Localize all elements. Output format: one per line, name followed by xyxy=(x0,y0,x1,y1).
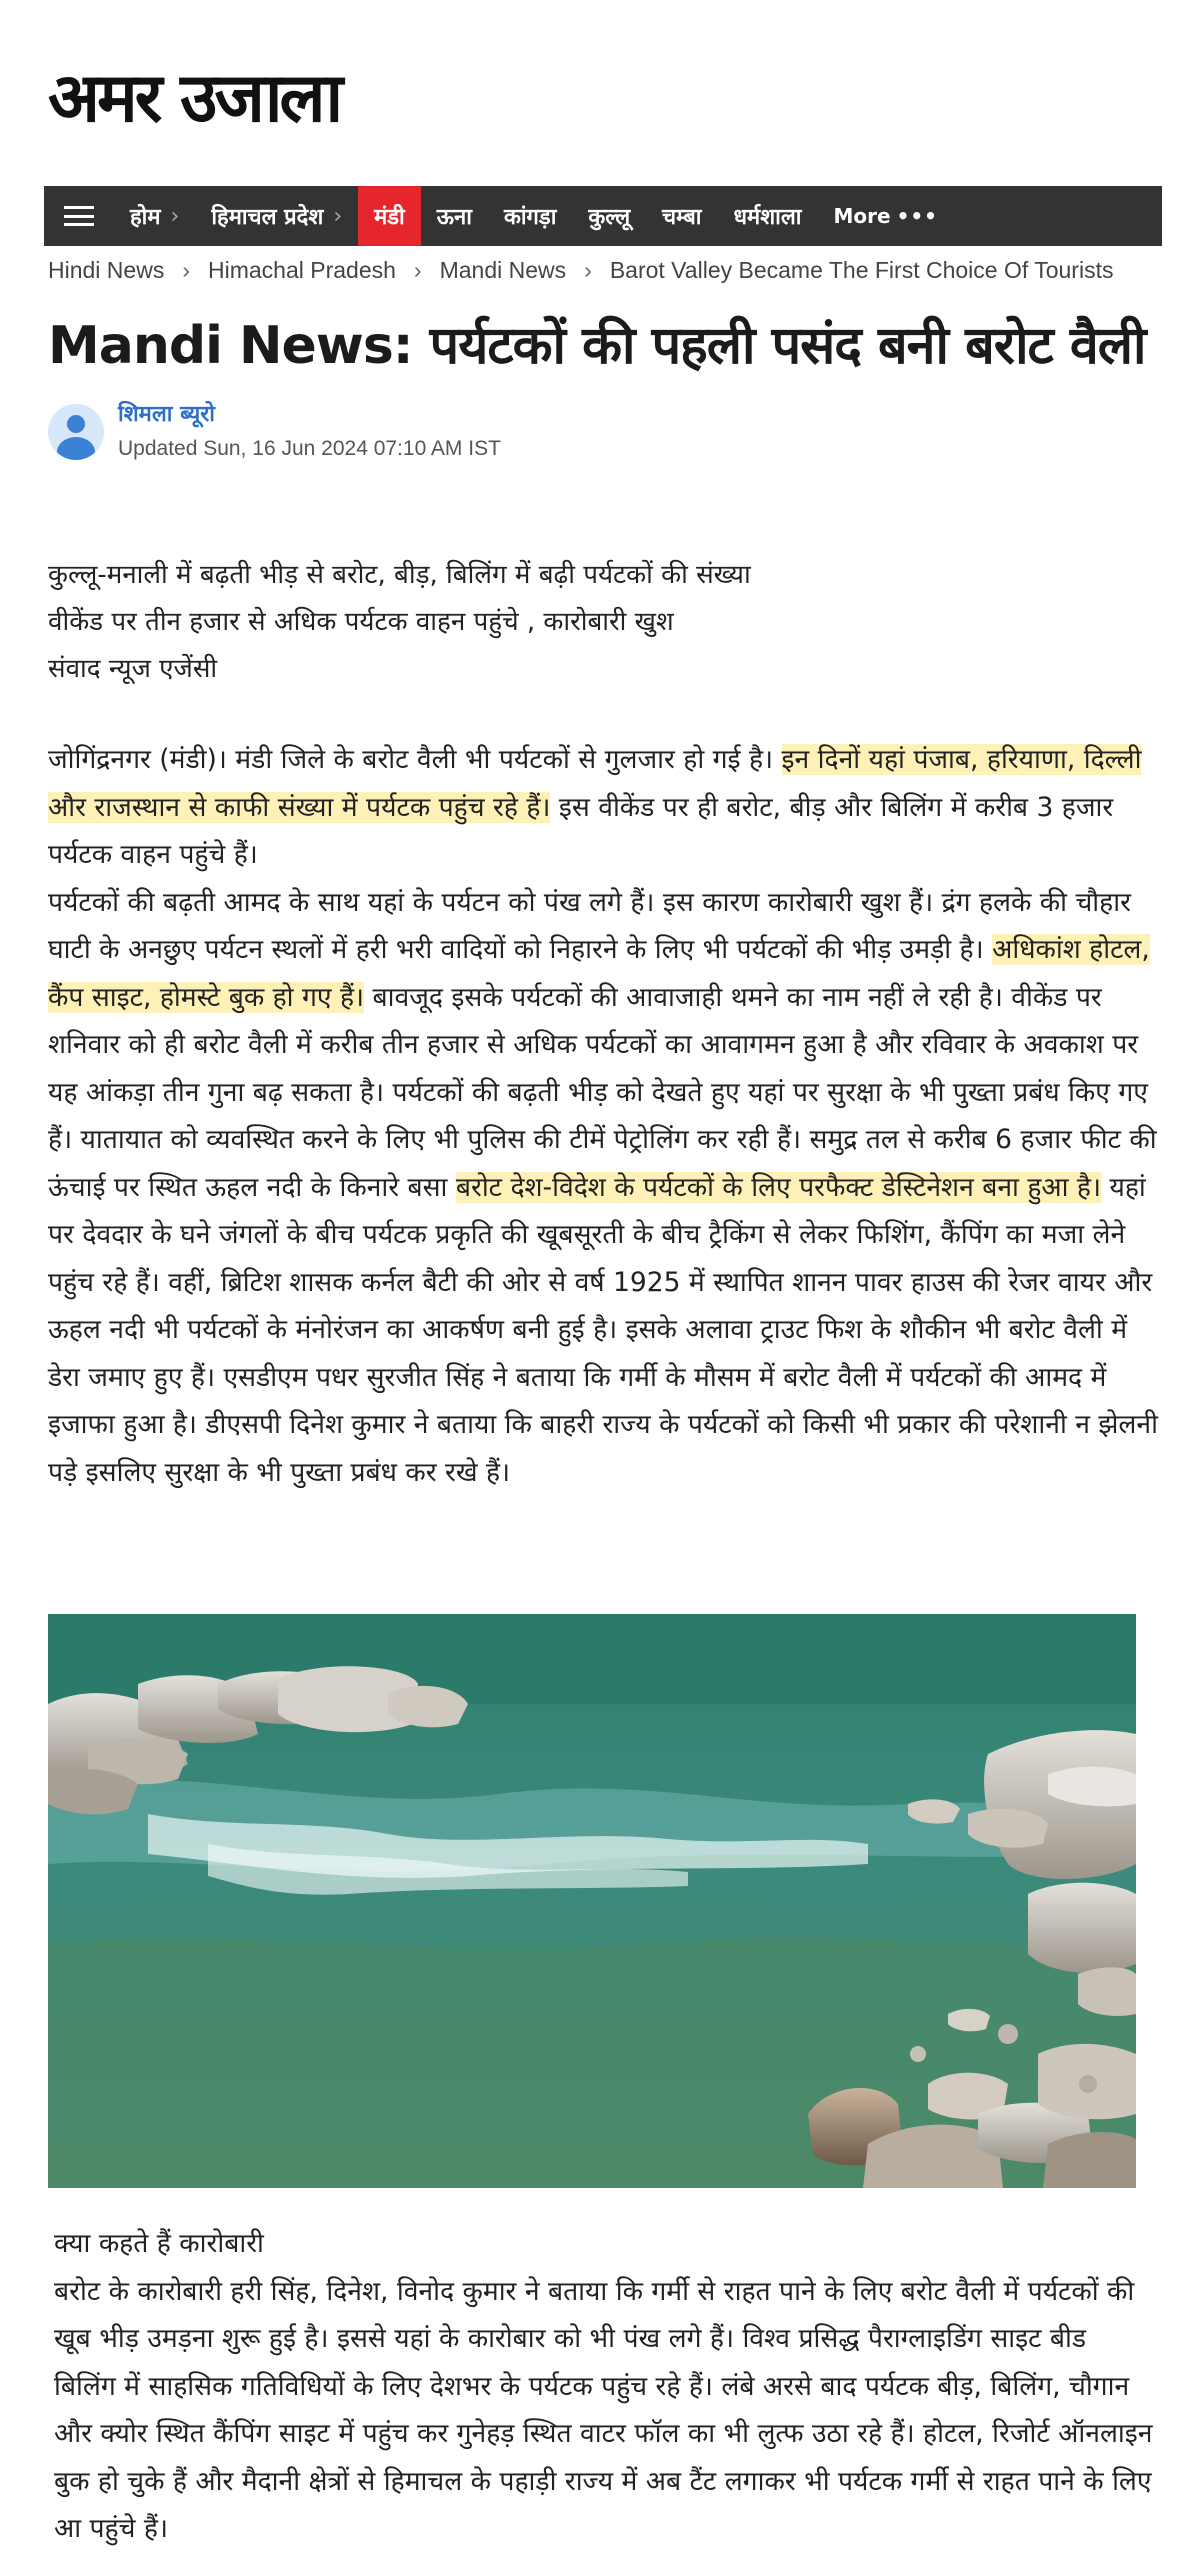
article-headline: Mandi News: पर्यटकों की पहली पसंद बनी बरोट वैली xyxy=(48,316,1146,376)
summary-line: कुल्लू-मनाली में बढ़ती भीड़ से बरोट, बीड़, बिलिंग में बढ़ी पर्यटकों की संख्या xyxy=(48,560,751,590)
chevron-right-icon: › xyxy=(413,256,422,283)
nav-item-mandi[interactable]: मंडी xyxy=(358,186,421,246)
more-dots-icon: ••• xyxy=(896,204,938,228)
highlighted-text: बरोट देश-विदेश के पर्यटकों के लिए परफैक्ट डेस्टिनेशन बना हुआ है। xyxy=(455,1171,1102,1203)
nav-item-himachal[interactable] xyxy=(195,186,358,246)
highlighted-text: अधिकांश होटल, कैंप साइट, होमस्टे बुक हो गए हैं। xyxy=(48,934,1150,1013)
section-paragraph: बरोट के कारोबारी हरी सिंह, दिनेश, विनोद कुमार ने बताया कि गर्मी से राहत पाने के लिए बरोट वैली में पर्यटकों की खूब भीड़ उमड़ना शुरू हुई है। इससे यहां के कारोबार को भी पंख लगे हैं। विश्व प्रसिद्ध पैराग्लाइडिंग साइट बीड बिलिंग में साहसिक गतिविधियों के लिए देशभर के पर्यटक पहुंच रहे हैं। लंबे अरसे बाद पर्यटक बीड़, बिलिंग, चौगान और क्योर स्थित कैंपिंग साइट में पहुंच कर गुनेहड़ स्थित वाटर फॉल का भी लुत्फ उठा रहे हैं। होटल, रिजोर्ट ऑनलाइन बुक हो चुके हैं और मैदानी क्षेत्रों से हिमाचल के पहाड़ी राज्य में अब टैंट लगाकर भी पर्यटक गर्मी से राहत पाने के लिए आ पहुंचे हैं। xyxy=(54,2275,1153,2544)
breadcrumb-item-himachal[interactable]: Himachal Pradesh xyxy=(208,256,396,283)
breadcrumb-item-mandi[interactable]: Mandi News xyxy=(439,256,567,283)
nav-label: हिमाचल प्रदेश xyxy=(211,205,324,230)
updated-timestamp: Updated Sun, 16 Jun 2024 07:10 AM IST xyxy=(118,437,501,460)
article-body xyxy=(48,736,1158,1496)
text: जोगिंद्रनगर (मंडी)। मंडी जिले के बरोट वैली भी पर्यटकों से गुलजार हो गई है। xyxy=(48,744,782,775)
business-section xyxy=(54,2220,1154,2553)
nav-item-chamba[interactable]: चम्बा xyxy=(662,205,702,230)
chevron-right-icon: › xyxy=(170,203,180,229)
article-image xyxy=(48,1614,1136,2188)
article-summary xyxy=(48,552,1168,693)
text: यहां पर देवदार के घने जंगलों के बीच पर्यटक प्रकृति की खूबसूरती के बीच ट्रैकिंग से लेकर फिशिंग, कैंपिंग का मजा लेने पहुंच रहे हैं। वहीं, ब्रिटिश शासक कर्नल बैटी की ओर से वर्ष 1925 में स्थापित शानन पावर हाउस की रेजर वायर और ऊहल नदी भी पर्यटकों के मंनोरंजन का आकर्षण बनी हुई है। इसके अलावा ट्राउट फिश के शौकीन भी बरोट वैली में डेरा जमाए हुए हैं। एसडीएम पधर सुरजीत सिंह ने बताया कि गर्मी के मौसम में बरोट वैली में पर्यटकों की आमद में इजाफा हुआ है। डीएसपी दिनेश कुमार ने बताया कि बाहरी राज्य के पर्यटकों को किसी भी प्रकार की परेशानी न झेलनी पड़े इसलिए सुरक्षा के भी पुख्ता प्रबंध कर रखे हैं। xyxy=(48,1171,1158,1488)
chevron-right-icon: › xyxy=(584,256,592,283)
nav-item-kangra[interactable]: कांगड़ा xyxy=(503,205,557,230)
nav-item-home[interactable] xyxy=(114,186,195,246)
text: इस वीकेंड पर ही बरोट, बीड़ और बिलिंग में करीब 3 हजार पर्यटक वाहन पहुंचे हैं। xyxy=(48,791,1114,870)
chevron-right-icon: › xyxy=(182,256,190,283)
nav-label: होम xyxy=(130,205,161,230)
article-paragraph xyxy=(48,879,1158,1497)
nav-item-dharamshala[interactable]: धर्मशाला xyxy=(733,205,802,230)
breadcrumb-item-hindi-news[interactable]: Hindi News xyxy=(48,256,165,283)
chevron-right-icon: › xyxy=(333,203,343,229)
author-link[interactable]: शिमला ब्यूरो xyxy=(118,402,215,427)
hamburger-icon xyxy=(64,206,94,226)
main-nav xyxy=(44,186,1162,246)
text: पर्यटकों की बढ़ती आमद के साथ यहां के पर्यटन को पंख लगे हैं। इस कारण कारोबारी खुश हैं। द्रंग हलके की चौहार घाटी के अनछुए पर्यटन स्थलों में हरी भरी वादियों को निहारने के लिए भी पर्यटकों की भीड़ उमड़ी है। xyxy=(48,886,1131,965)
text: बावजूद इसके पर्यटकों की आवाजाही थमने का नाम नहीं ले रही है। वीकेंड पर शनिवार को ही बरोट वैली में करीब तीन हजार से अधिक पर्यटकों का आवागमन हुआ है और रविवार के अवकाश पर यह आंकड़ा तीन गुना बढ़ सकता है। पर्यटकों की बढ़ती भीड़ को देखते हुए यहां पर सुरक्षा के भी पुख्ता प्रबंध किए गए हैं। यातायात को व्यवस्थित करने के लिए भी पुलिस की टीमें पेट्रोलिंग कर रही हैं। समुद्र तल से करीब 6 हजार फीट की ऊंचाई पर स्थित ऊहल नदी के किनारे बसा xyxy=(48,981,1157,1203)
highlighted-text: इन दिनों यहां पंजाब, हरियाणा, दिल्ली और राजस्थान से काफी संख्या में पर्यटक पहुंच रहे हैं। xyxy=(48,744,1142,823)
user-avatar-icon[interactable] xyxy=(48,404,104,460)
menu-button[interactable] xyxy=(44,186,114,246)
byline xyxy=(48,400,501,466)
nav-item-kullu[interactable]: कुल्लू xyxy=(588,205,631,230)
breadcrumb xyxy=(48,252,1168,288)
nav-more-button[interactable] xyxy=(817,186,953,246)
article-paragraph xyxy=(48,736,1158,879)
breadcrumb-item-current: Barot Valley Became The First Choice Of Tourists xyxy=(609,256,1114,283)
section-heading: क्या कहते हैं कारोबारी xyxy=(54,2228,264,2259)
site-logo[interactable]: अमर उजाला xyxy=(48,58,341,138)
summary-line: संवाद न्यूज एजेंसी xyxy=(48,654,218,684)
summary-line: वीकेंड पर तीन हजार से अधिक पर्यटक वाहन पहुंचे , कारोबारी खुश xyxy=(48,607,674,637)
nav-more-label: More xyxy=(833,204,891,228)
nav-item-una[interactable]: ऊना xyxy=(436,205,472,230)
